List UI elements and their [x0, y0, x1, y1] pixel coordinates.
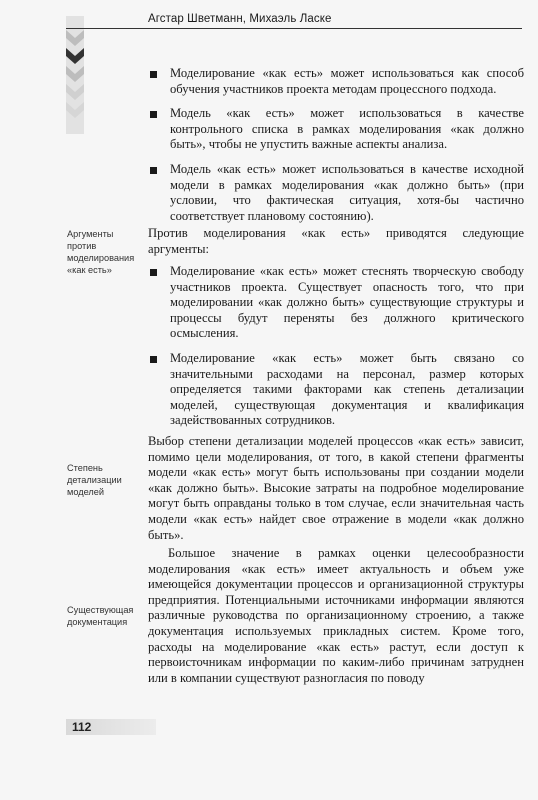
- list-item: Моделирование «как есть» может использоваться как способ обучения участников проекта методам процессного подхода.: [148, 66, 524, 97]
- chevron-pattern-icon: [66, 16, 84, 134]
- arguments-intro: Против моделирования «как есть» приводятся следующие аргументы:: [148, 226, 524, 256]
- list-item: Моделирование «как есть» может стеснять творческую свободу участников проекта. Существует опасность того, что при моделировании «как должно быть» существующие структуры и процессы будут переняты без должного критического осмысления.: [148, 264, 524, 342]
- margin-note-detail-level: Степень детализации моделей: [67, 463, 122, 497]
- running-header: Агстар Шветманн, Михаэль Ласке: [148, 13, 332, 25]
- list-item: Модель «как есть» может использоваться в качестве исходной модели в рамках моделирования «как должно быть» (при условии, что фактическая ситуация, хотя-бы частично соответствует плановому состоянию).: [148, 162, 524, 224]
- margin-note-documentation: Существующая документация: [67, 605, 134, 627]
- argument-bullet-list: [148, 264, 524, 438]
- page-number: 112: [72, 720, 92, 734]
- detail-paragraph: Выбор степени детализации моделей процессов «как есть» зависит, помимо цели моделирования, от того, в какой степени фрагменты модели «как есть» могут быть использованы при создании модели «как должно быть». Высокие затраты на подробное моделирование могут быть оправданы только в том случае, если значительная часть модели «как есть» найдет свое отражение в модели «как должно быть».: [148, 434, 524, 542]
- list-item: Моделирование «как есть» может быть связано со значительными расходами на персонал, размер которых определяется такими факторами как степень детализации моделей, существующая документация и квалификация задействованных сотрудников.: [148, 351, 524, 429]
- header-rule: [66, 28, 522, 29]
- documentation-paragraph: Большое значение в рамках оценки целесообразности моделирования «как есть» имеет актуальность и объем уже имеющейся документации процессов и организационной структуры предприятия. Потенциальными источниками информации являются различные руководства по организационному строению, а также документация используемых прикладных систем. Кроме того, расходы на моделирование «как есть» растут, если доступ к первоисточникам информации по каким-либо причинам затруднен или в компании существуют разногласия по поводу: [148, 546, 524, 685]
- top-bullet-list: [148, 66, 524, 233]
- margin-note-arguments: Аргументы против моделирования «как есть»: [67, 229, 135, 275]
- decorative-chevron-strip: [66, 16, 84, 134]
- list-item: Модель «как есть» может использоваться в качестве контрольного списка в рамках моделирования «как должно быть», чтобы не упустить важные аспекты анализа.: [148, 106, 524, 153]
